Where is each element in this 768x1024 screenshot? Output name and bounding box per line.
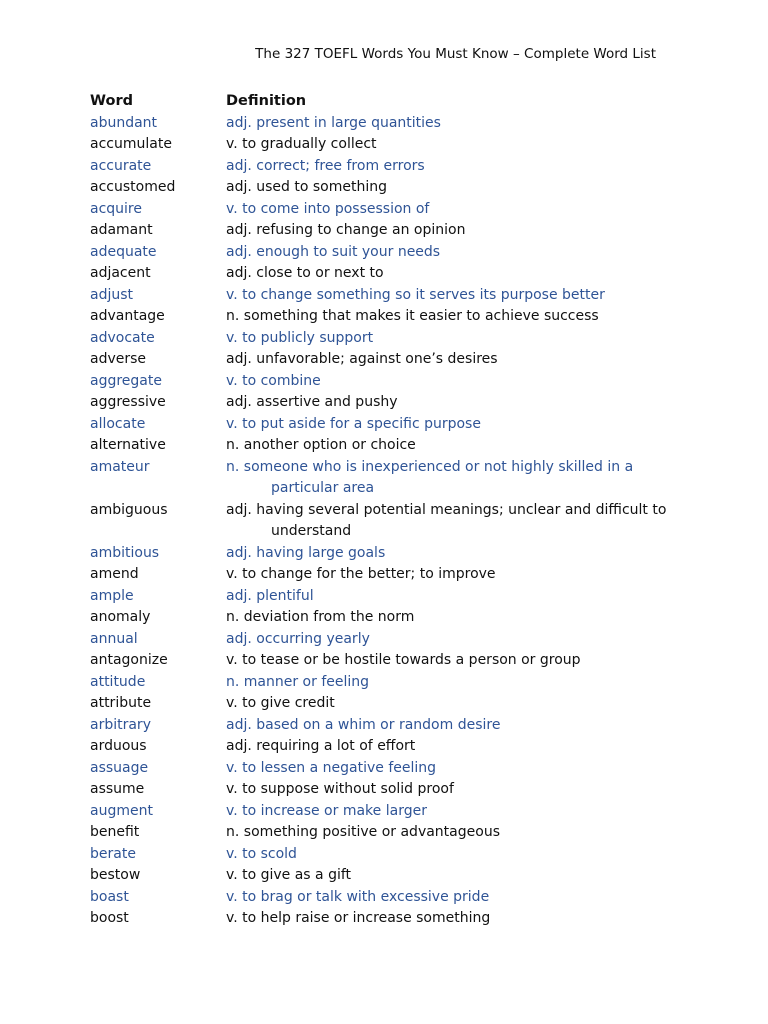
- word-cell: arbitrary: [90, 716, 151, 733]
- table-header-row: [90, 91, 690, 113]
- word-cell: antagonize: [90, 652, 168, 668]
- definition-text: adj. enough to suit your needs: [226, 243, 441, 260]
- definition-text: v. to change for the better; to improve: [226, 566, 496, 582]
- table-row: [90, 392, 690, 414]
- definition-cell: [226, 349, 690, 371]
- word-cell: ambiguous: [90, 501, 168, 518]
- table-row: [90, 887, 690, 909]
- table-row: [90, 371, 690, 393]
- definition-text: n. another option or choice: [226, 437, 416, 453]
- word-cell: alternative: [90, 437, 166, 453]
- definition-continuation: particular area: [271, 480, 375, 496]
- document-header: The 327 TOEFL Words You Must Know – Complete Word List: [255, 46, 656, 62]
- table-row: [90, 715, 690, 737]
- definition-cell: [226, 865, 690, 887]
- table-row: [90, 801, 690, 823]
- word-cell: attribute: [90, 695, 152, 711]
- definition-text: v. to increase or make larger: [226, 802, 427, 819]
- word-cell: advantage: [90, 308, 165, 324]
- table-body: [90, 113, 690, 930]
- definition-text: v. to change something so it serves its purpose better: [226, 286, 605, 303]
- definition-text: adj. used to something: [226, 179, 387, 195]
- definition-cell: [226, 822, 690, 844]
- definition-text: v. to put aside for a specific purpose: [226, 415, 481, 432]
- word-cell: adjacent: [90, 265, 151, 281]
- definition-cell: [226, 306, 690, 328]
- definition-cell: [226, 629, 690, 651]
- table-row: [90, 199, 690, 221]
- table-row: [90, 156, 690, 178]
- definition-cell: [226, 758, 690, 780]
- word-cell: adequate: [90, 243, 157, 260]
- definition-cell: [226, 586, 690, 608]
- definition-text: adj. occurring yearly: [226, 630, 370, 647]
- definition-text: adj. assertive and pushy: [226, 394, 398, 410]
- definition-cell: [226, 564, 690, 586]
- word-cell: berate: [90, 845, 136, 862]
- definition-cell: [226, 392, 690, 414]
- column-header-word: Word: [90, 93, 133, 109]
- word-cell: advocate: [90, 329, 155, 346]
- definition-text: v. to come into possession of: [226, 200, 430, 217]
- definition-text: v. to give credit: [226, 695, 335, 711]
- word-cell: attitude: [90, 673, 146, 690]
- definition-cell: [226, 113, 690, 135]
- word-cell: assuage: [90, 759, 149, 776]
- definition-cell: [226, 220, 690, 242]
- definition-text: adj. refusing to change an opinion: [226, 222, 466, 238]
- definition-text: adj. having several potential meanings; unclear and difficult to: [226, 501, 667, 518]
- table-row: [90, 736, 690, 758]
- table-row: [90, 285, 690, 307]
- table-row: [90, 607, 690, 629]
- definition-text: v. to scold: [226, 845, 297, 862]
- table-row: [90, 414, 690, 436]
- table-row: [90, 758, 690, 780]
- definition-cell: [226, 199, 690, 221]
- table-row: [90, 349, 690, 371]
- definition-cell: [226, 371, 690, 393]
- table-row: [90, 779, 690, 801]
- definition-cell: [226, 285, 690, 307]
- definition-text: v. to lessen a negative feeling: [226, 759, 437, 776]
- table-row: [90, 263, 690, 285]
- column-header-definition: Definition: [226, 93, 307, 109]
- definition-text: n. someone who is inexperienced or not highly skilled in a: [226, 458, 634, 475]
- table-row: [90, 822, 690, 844]
- definition-cell: [226, 908, 690, 930]
- definition-cell: [226, 242, 690, 264]
- table-row: [90, 586, 690, 608]
- definition-text: v. to suppose without solid proof: [226, 781, 454, 797]
- table-row: [90, 693, 690, 715]
- table-row: [90, 672, 690, 694]
- definition-text: adj. having large goals: [226, 544, 386, 561]
- word-list-table: [90, 91, 690, 930]
- definition-text: adj. correct; free from errors: [226, 157, 425, 174]
- definition-cell: [226, 435, 690, 457]
- table-row: [90, 564, 690, 586]
- definition-cell: [226, 156, 690, 178]
- definition-cell: [226, 134, 690, 156]
- definition-text: v. to help raise or increase something: [226, 910, 491, 926]
- definition-text: adj. unfavorable; against one’s desires: [226, 351, 498, 367]
- word-cell: allocate: [90, 415, 146, 432]
- definition-cell: [226, 543, 690, 565]
- definition-cell: [226, 607, 690, 629]
- definition-text: v. to gradually collect: [226, 136, 377, 152]
- definition-cell: [226, 736, 690, 758]
- word-cell: ambitious: [90, 544, 160, 561]
- word-cell: benefit: [90, 824, 140, 840]
- definition-text: n. manner or feeling: [226, 673, 370, 690]
- table-row: [90, 543, 690, 565]
- definition-text: adj. close to or next to: [226, 265, 384, 281]
- definition-cell: [226, 328, 690, 350]
- definition-cell: [226, 672, 690, 694]
- word-cell: amateur: [90, 458, 150, 475]
- word-cell: ample: [90, 587, 134, 604]
- word-cell: amend: [90, 566, 139, 582]
- definition-text: n. something that makes it easier to achieve success: [226, 308, 599, 324]
- definition-cell: [226, 887, 690, 909]
- word-cell: accumulate: [90, 136, 172, 152]
- word-cell: acquire: [90, 200, 142, 217]
- table-row: [90, 242, 690, 264]
- definition-cell: [226, 500, 690, 543]
- word-cell: bestow: [90, 867, 141, 883]
- word-cell: assume: [90, 781, 145, 797]
- definition-text: v. to combine: [226, 372, 321, 389]
- table-row: [90, 306, 690, 328]
- table-row: [90, 844, 690, 866]
- word-cell: boost: [90, 910, 129, 926]
- definition-text: v. to give as a gift: [226, 867, 352, 883]
- definition-text: n. deviation from the norm: [226, 609, 415, 625]
- definition-cell: [226, 457, 690, 500]
- word-cell: boast: [90, 888, 129, 905]
- definition-text: adj. present in large quantities: [226, 114, 441, 131]
- definition-text: v. to tease or be hostile towards a person or group: [226, 652, 581, 668]
- definition-cell: [226, 414, 690, 436]
- table-row: [90, 220, 690, 242]
- word-cell: abundant: [90, 114, 158, 131]
- word-cell: arduous: [90, 738, 147, 754]
- definition-cell: [226, 779, 690, 801]
- definition-cell: [226, 693, 690, 715]
- table-row: [90, 629, 690, 651]
- definition-cell: [226, 177, 690, 199]
- word-cell: aggregate: [90, 372, 162, 389]
- table-row: [90, 908, 690, 930]
- word-cell: accustomed: [90, 179, 176, 195]
- definition-text: v. to brag or talk with excessive pride: [226, 888, 490, 905]
- definition-text: adj. based on a whim or random desire: [226, 716, 501, 733]
- table-row: [90, 113, 690, 135]
- definition-cell: [226, 844, 690, 866]
- definition-text: adj. requiring a lot of effort: [226, 738, 416, 754]
- definition-continuation: understand: [271, 523, 352, 539]
- definition-text: v. to publicly support: [226, 329, 374, 346]
- word-cell: aggressive: [90, 394, 166, 410]
- definition-cell: [226, 715, 690, 737]
- word-cell: adamant: [90, 222, 153, 238]
- word-cell: augment: [90, 802, 153, 819]
- table-row: [90, 457, 690, 500]
- table-row: [90, 435, 690, 457]
- table-row: [90, 134, 690, 156]
- word-cell: accurate: [90, 157, 152, 174]
- definition-text: adj. plentiful: [226, 587, 314, 604]
- table-row: [90, 650, 690, 672]
- word-cell: annual: [90, 630, 138, 647]
- definition-text: n. something positive or advantageous: [226, 824, 500, 840]
- word-cell: anomaly: [90, 609, 151, 625]
- word-cell: adverse: [90, 351, 147, 367]
- word-cell: adjust: [90, 286, 134, 303]
- table-row: [90, 865, 690, 887]
- definition-cell: [226, 650, 690, 672]
- table-row: [90, 177, 690, 199]
- definition-cell: [226, 263, 690, 285]
- definition-cell: [226, 801, 690, 823]
- table-row: [90, 328, 690, 350]
- table-row: [90, 500, 690, 543]
